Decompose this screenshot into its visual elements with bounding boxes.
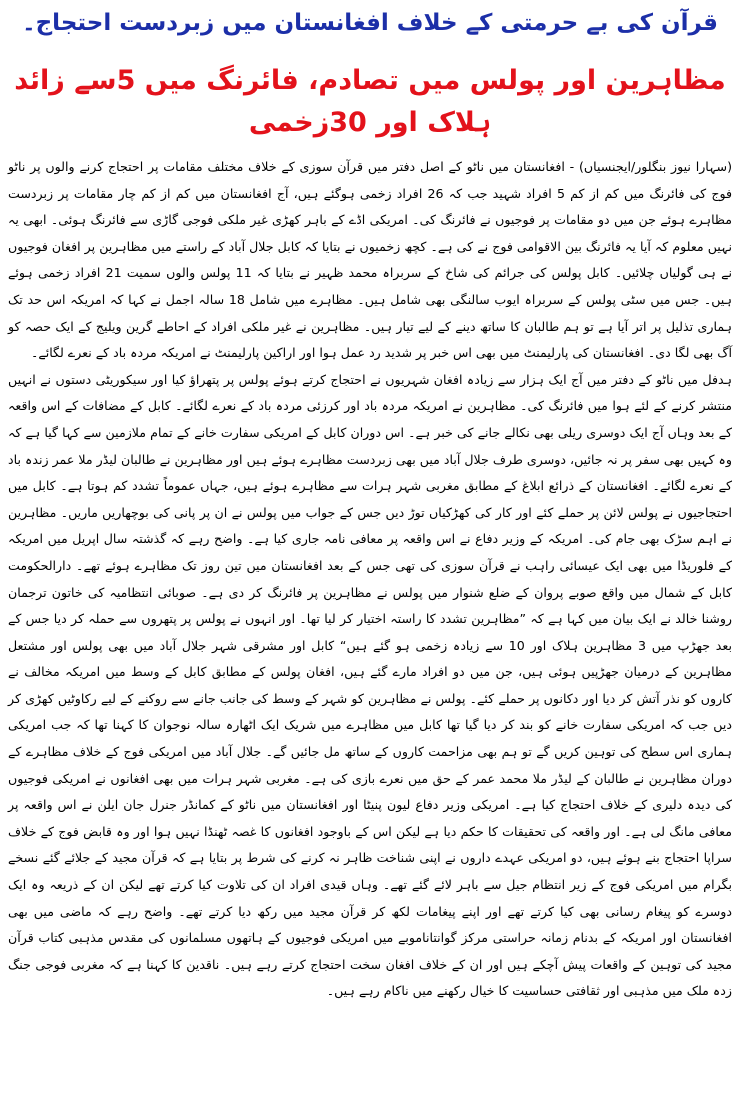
article-headline: مظاہرین اور پولس میں تصادم، فائرنگ میں 5سے زائد ہلاک اور 30زخمی <box>14 65 726 138</box>
article-kicker: قرآن کی بے حرمتی کے خلاف افغانستان میں زبردست احتجاج۔ <box>22 10 718 36</box>
article-paragraph: (سہارا نیوز بنگلور/ایجنسیاں) - افغانستان میں ناٹو کے اصل دفتر میں قرآن سوزی کے خلاف مختلف مقامات پر احتجاج کرنے والوں پر ناٹو فوج کی فائرنگ میں کم از کم 5 افراد شہید جب کہ 26 افراد زخمی ہوگئے ہیں، آج افغانستان میں کم از کم چار مقامات پر زبردست مظاہرے ہوئے جن میں دو مقامات پر فوجیوں نے فائرنگ کی۔ امریکی اڈے کے باہر کھڑی غیر ملکی فوجی گاڑی سے فائرنگ ہوئی۔ ابھی یہ نہیں معلوم کہ آیا یہ فائرنگ بین الاقوامی فوج نے کی ہے۔ کچھ زخمیوں نے بتایا کہ کابل جلال آباد کے راستے میں مظاہرین پر افغان فوجیوں نے ہی گولیاں چلائیں۔ کابل پولس کی جرائم کی شاخ کے سربراہ محمد ظہیر نے بتایا کہ 11 پولس والوں سمیت 21 افراد زخمی ہوئے ہیں۔ جس میں سٹی پولس کے سربراہ ایوب سالنگی بھی شامل ہیں۔ مظاہرے میں شامل 18 سالہ اجمل نے کہا کہ امریکہ اس حد تک ہماری تذلیل پر اتر آیا ہے تو ہم طالبان کا ساتھ دینے کے لیے تیار ہیں۔ مظاہرین نے غیر ملکی افراد کے احاطے گرین ویلیج کے ایک حصہ کو آگ بھی لگا دی۔ افغانستان کی پارلیمنٹ میں بھی اس خبر پر شدید رد عمل ہوا اور اراکین پارلیمنٹ نے امریکہ مردہ باد کے نعرے لگائے۔ <box>8 159 732 361</box>
article-body <box>8 154 732 1005</box>
article-paragraph: ہدفل میں ناٹو کے دفتر میں آج ایک ہزار سے زیادہ افغان شہریوں نے احتجاج کرتے ہوئے پولس پر پتھراؤ کیا اور سیکوریٹی دستوں نے انہیں منتشر کرنے کے لئے ہوا میں فائرنگ کی۔ مظاہرین نے امریکہ مردہ باد اور کرزئی مردہ باد کے نعرے لگائے۔ کابل کے مضافات کے اس واقعہ کے بعد وہاں آج ایک دوسری ریلی بھی نکالے جانے کی خبر ہے۔ اس دوران کابل کے امریکی سفارت خانے کے تمام ملازمین سے کہا گیا ہے کہ وہ کہیں بھی سفر پر نہ جائیں، دوسری طرف جلال آباد میں بھی زبردست مظاہرے ہوئے ہیں اور مظاہرین نے طالبان لیڈر ملا عمر زندہ باد کے نعرے لگائے۔ افغانستان کے ذرائع ابلاغ کے مطابق مغربی شہر ہرات سے مظاہرے ہوئے ہیں، جہاں عموماً تشدد کم ہوتا ہے۔ کابل میں احتجاجیوں نے پولس لائن پر حملے کئے اور کار کی کھڑکیاں توڑ دیں جس کے جواب میں پولس نے ان پر پانی کی بوچھاریں ماریں۔ مظاہرین نے اہم سڑک بھی جام کی۔ امریکہ کے وزیر دفاع نے اس واقعہ پر معافی نامہ جاری کیا ہے۔ واضح رہے کہ گذشتہ سال اپریل میں امریکہ کے فلوریڈا میں بھی ایک عیسائی راہب نے قرآن سوزی کی تھی جس کے بعد افغانستان میں تین روز تک مظاہرے ہوئے تھے۔ دارالحکومت کابل کے شمال میں واقع صوبے پروان کے ضلع شنوار میں پولس نے مظاہرین پر فائرنگ کر دی ہے۔ صوبائی انتظامیہ کی خاتون ترجمان روشنا خالد نے ایک بیان میں کہا ہے کہ ”مظاہرین تشدد کا راستہ اختیار کر لیا تھا۔ اور انہوں نے پولس پر پتھروں سے حملہ کر دیا جس کے بعد جھڑپ میں 3 مظاہرین ہلاک اور 10 سے زیادہ زخمی ہو گئے ہیں“ کابل اور مشرقی شہر جلال آباد میں بھی پولس اور مشتعل مظاہرین کے درمیان جھڑپیں ہوئی ہیں، جن میں دو افراد مارے گئے ہیں، افغان پولس کے مطابق کابل کے وسط میں امریکہ مخالف نے کاروں کو نذر آتش کر دیا اور دکانوں پر حملے کئے۔ پولس نے مظاہرین کو شہر کے وسط کی جانب جانے سے روکنے کے لیے رکاوٹیں کھڑی کر دیں جب کہ امریکی سفارت خانے کو بند کر دیا گیا تھا کابل میں مظاہرے میں شریک ایک اٹھارہ سالہ نوجوان کا کہنا تھا کہ جب امریکی ہماری اس سطح کی توہین کریں گے تو ہم بھی مزاحمت کاروں کے ساتھ مل جائیں گے۔ جلال آباد میں امریکی فوج کے خلاف مظاہرے کے دوران مظاہرین نے طالبان کے لیڈر ملا محمد عمر کے حق میں نعرے بازی کی ہے۔ مغربی شہر ہرات میں بھی افغانوں نے امریکی فوجیوں کی دیدہ دلیری کے خلاف احتجاج کیا ہے۔ امریکی وزیر دفاع لیون پنیٹا اور افغانستان میں ناٹو کے کمانڈر جنرل جان ایلن نے اس واقعہ پر معافی مانگ لی ہے۔ اور واقعہ کی تحقیقات کا حکم دیا ہے لیکن اس کے باوجود افغانوں کا غصہ ٹھنڈا نہیں ہوا اور وہ قابض فوج کے خلاف سراپا احتجاج بنے ہوئے ہیں، دو امریکی عہدے داروں نے اپنی شناخت ظاہر نہ کرنے کی شرط پر بتایا ہے کہ قرآن مجید کے جلائے گئے نسخے بگرام میں امریکی فوج کے زیر انتظام جیل سے باہر لائے گئے تھے۔ وہاں قیدی افراد ان کی تلاوت کیا کرتے تھے لیکن ان کے ذریعہ وہ ایک دوسرے کو پیغام رسانی بھی کیا کرتے تھے اور اپنے پیغامات لکھ کر قرآن مجید میں رکھ دیا کرتے تھے۔ واضح رہے کہ ماضی میں بھی افغانستان اور امریکہ کے بدنام زمانہ حراستی مرکز گوانتاناموبے میں امریکی فوجیوں کے ہاتھوں مسلمانوں کی مقدس مذہبی کتاب قرآن مجید کی توہین کے واقعات پیش آچکے ہیں اور ان کے خلاف افغان سخت احتجاج کرتے رہے ہیں۔ ناقدین کا کہنا ہے کہ مغربی فوجی جنگ زدہ ملک میں مذہبی اور ثقافتی حساسیت کا خیال رکھنے میں ناکام رہے ہیں۔ <box>8 371 732 999</box>
